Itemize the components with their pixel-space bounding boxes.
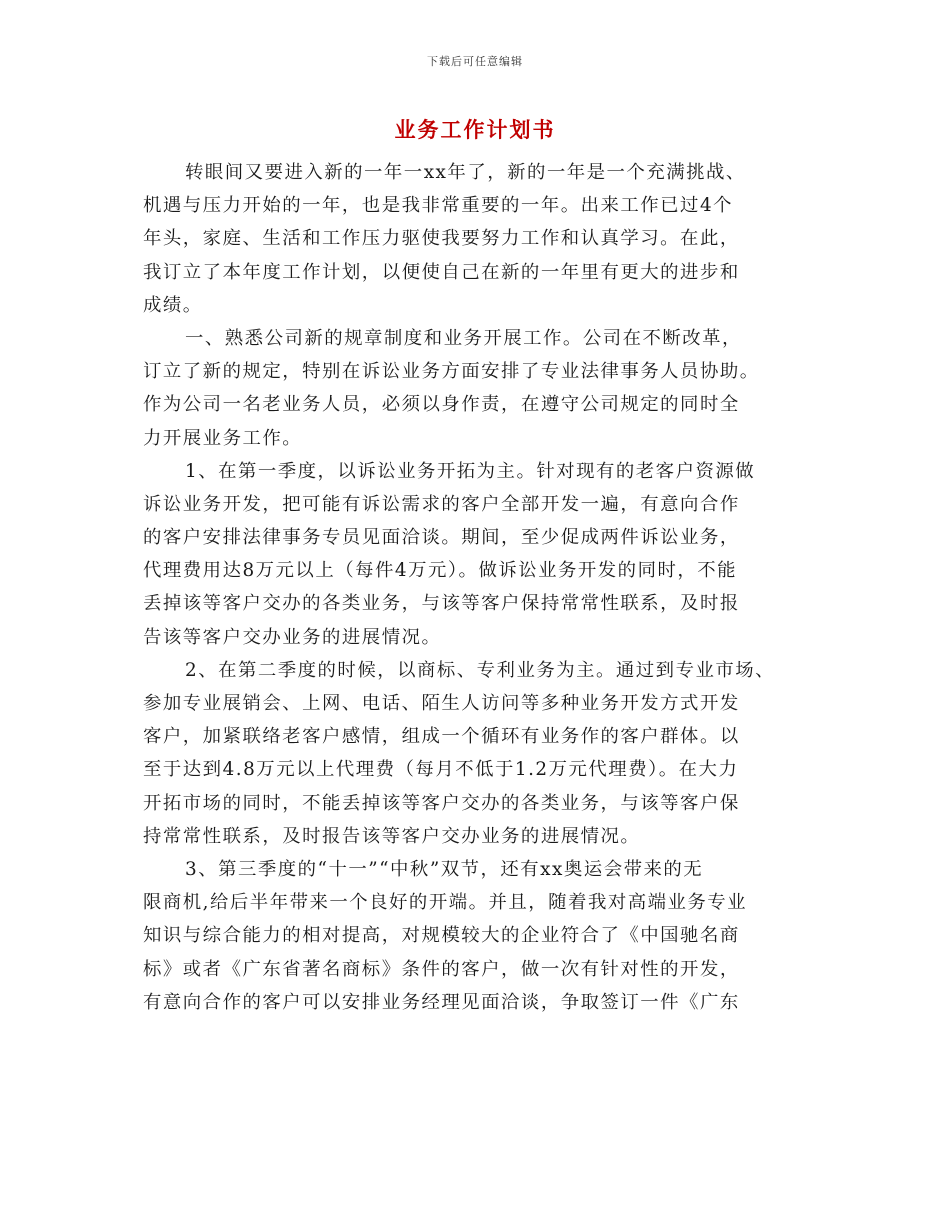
text-line: 持常常性联系，及时报告该等客户交办业务的进展情况。 [143, 825, 641, 847]
text-line: 1、在第一季度，以诉讼业务开拓为主。针对现有的老客户资源做 [185, 460, 756, 482]
text-line: 开拓市场的同时，不能丢掉该等客户交办的各类业务，与该等客户保 [143, 792, 740, 814]
text-line: 机遇与压力开始的一年，也是我非常重要的一年。出来工作已过4个 [143, 195, 734, 217]
text-line: 代理费用达8万元以上（每件4万元）。做诉讼业务开发的同时，不能 [143, 560, 738, 582]
paragraph-q3 [143, 853, 811, 1019]
text-line: 的客户安排法律事务专员见面洽谈。期间，至少促成两件诉讼业务， [143, 527, 740, 549]
text-line: 订立了新的规定，特别在诉讼业务方面安排了专业法律事务人员协助。 [143, 361, 760, 383]
paragraph-section-1 [143, 322, 811, 455]
text-line: 一、熟悉公司新的规章制度和业务开展工作。公司在不断改革， [185, 327, 742, 349]
text-line: 作为公司一名老业务人员，必须以身作责，在遵守公司规定的同时全 [143, 394, 740, 416]
text-line: 2、在第二季度的时候，以商标、专利业务为主。通过到专业市场、 [185, 659, 776, 681]
text-line: 有意向合作的客户可以安排业务经理见面洽谈，争取签订一件《广东 [143, 991, 740, 1013]
text-line: 限商机,给后半年带来一个良好的开端。并且，随着我对高端业务专业 [143, 892, 748, 914]
header-note: 下载后可任意编辑 [427, 55, 523, 68]
text-line: 至于达到4.8万元以上代理费（每月不低于1.2万元代理费）。在大力 [143, 759, 739, 781]
text-line: 知识与综合能力的相对提高，对规模较大的企业符合了《中国驰名商 [143, 925, 740, 947]
text-line: 成绩。 [143, 294, 203, 316]
text-line: 丢掉该等客户交办的各类业务，与该等客户保持常常性联系，及时报 [143, 593, 740, 615]
text-line: 客户，加紧联络老客户感情，组成一个循环有业务作的客户群体。以 [143, 726, 740, 748]
text-line: 转眼间又要进入新的一年一xx年了，新的一年是一个充满挑战、 [185, 162, 746, 183]
text-line: 我订立了本年度工作计划，以便使自己在新的一年里有更大的进步和 [143, 261, 740, 283]
document-body [143, 156, 811, 1019]
text-line: 力开展业务工作。 [143, 427, 303, 449]
paragraph-intro [143, 156, 811, 322]
text-line: 年头，家庭、生活和工作压力驱使我要努力工作和认真学习。在此， [143, 228, 740, 250]
text-line: 诉讼业务开发，把可能有诉讼需求的客户全部开发一遍，有意向合作 [143, 493, 740, 515]
text-line: 参加专业展销会、上网、电话、陌生人访问等多种业务开发方式开发 [143, 693, 740, 714]
text-line: 3、第三季度的“十一”“中秋”双节，还有xx奥运会带来的无 [185, 858, 704, 880]
document-title: 业务工作计划书 [394, 117, 556, 142]
paragraph-q2 [143, 654, 811, 853]
text-line: 标》或者《广东省著名商标》条件的客户，做一次有针对性的开发， [143, 958, 740, 980]
paragraph-q1 [143, 455, 811, 654]
text-line: 告该等客户交办业务的进展情况。 [143, 626, 442, 648]
